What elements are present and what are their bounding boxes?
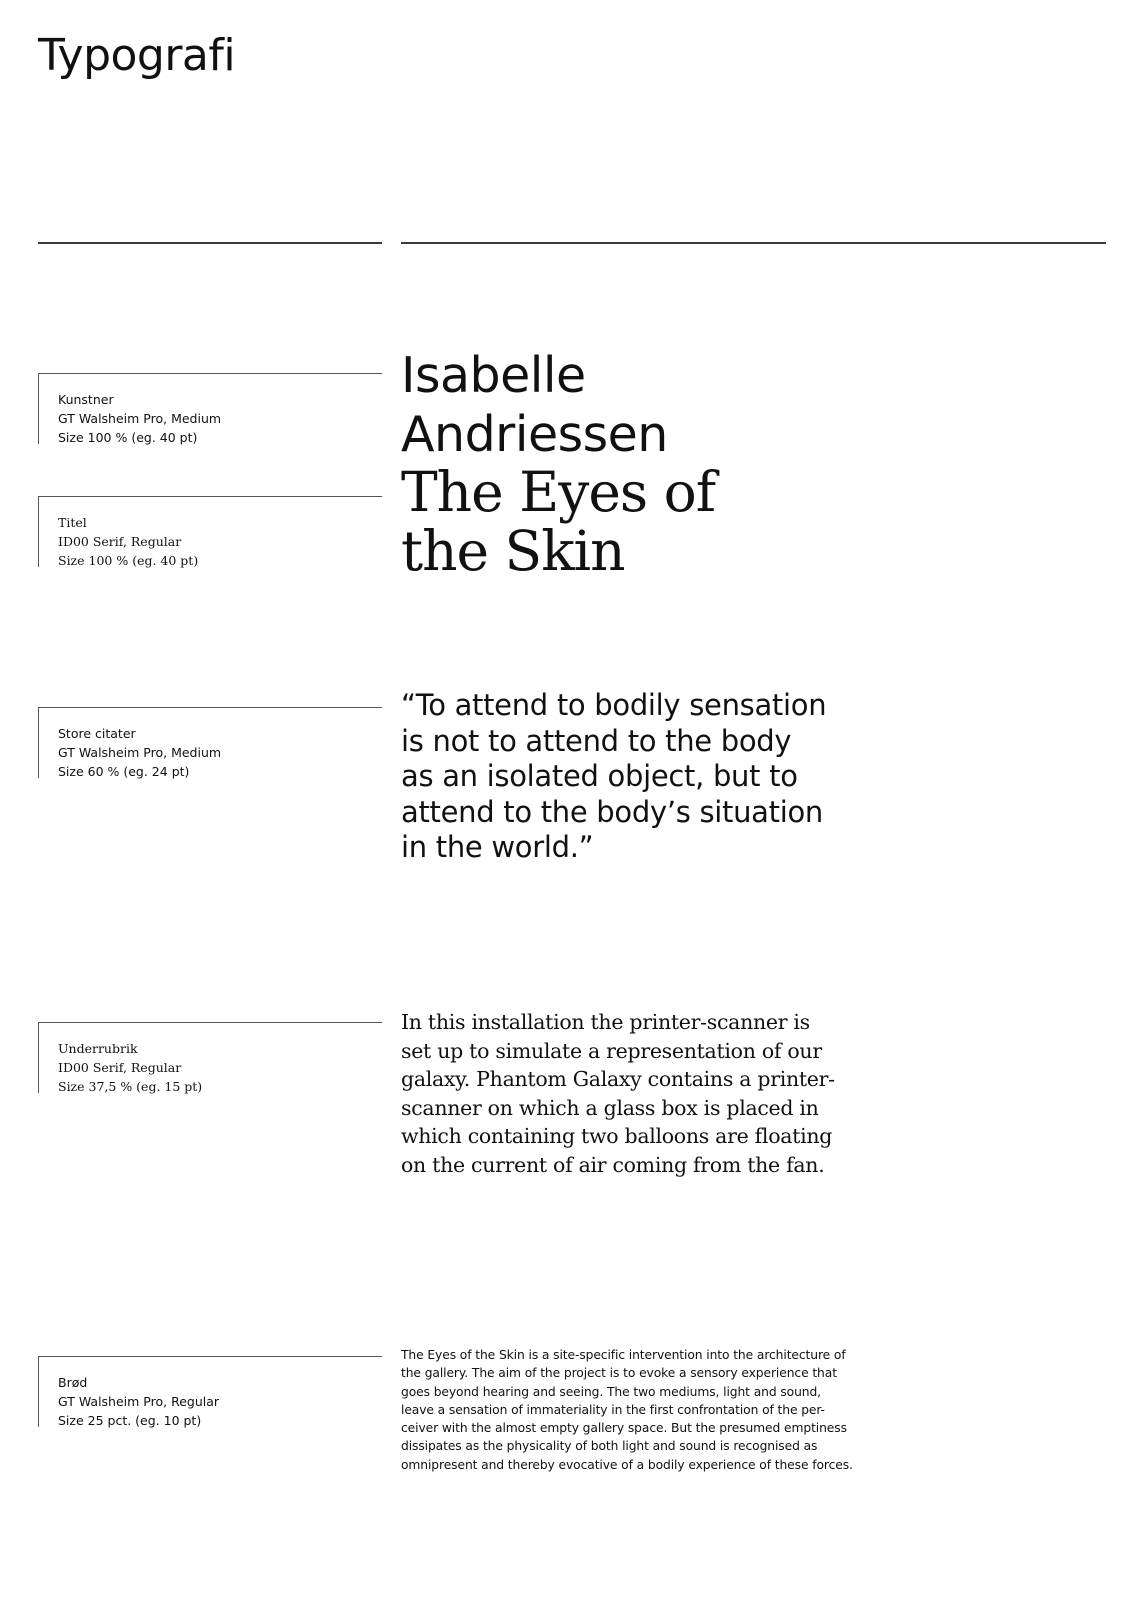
- sample-line: omnipresent and thereby evocative of a bodily experience of these forces.: [401, 1457, 853, 1472]
- spec-size: Size 100 % (eg. 40 pt): [58, 430, 198, 445]
- sample-line: galaxy. Phantom Galaxy contains a printer-: [401, 1067, 835, 1091]
- spec-font: GT Walsheim Pro, Medium: [58, 411, 222, 426]
- spec-label: Brød: [58, 1375, 88, 1390]
- sample-line: scanner on which a glass box is placed in: [401, 1095, 819, 1120]
- spec-bracket: [38, 708, 39, 778]
- spec-label: Underrubrik: [58, 1041, 138, 1056]
- sample-subheading: [401, 1008, 835, 1179]
- sample-line: Isabelle: [401, 347, 586, 404]
- spec-body: [38, 1356, 382, 1430]
- spec-font: ID00 Serif, Regular: [58, 534, 182, 549]
- sample-pull-quote: [401, 688, 871, 866]
- spec-font: GT Walsheim Pro, Regular: [58, 1394, 220, 1409]
- sample-line: on the current of air coming from the fan.: [401, 1152, 825, 1177]
- sample-line: The Eyes of: [401, 460, 716, 524]
- spec-subhead: [38, 1022, 382, 1096]
- sample-line: set up to simulate a representation of our: [401, 1038, 822, 1063]
- sample-line: ceiver with the almost empty gallery space. But the presumed emptiness: [401, 1421, 847, 1436]
- spec-label: Kunstner: [58, 392, 114, 407]
- top-rule-left: [38, 242, 382, 244]
- sample-line: attend to the body’s situation: [401, 794, 824, 829]
- spec-artist: [38, 373, 382, 447]
- spec-size: Size 25 pct. (eg. 10 pt): [58, 1413, 202, 1428]
- sample-line: goes beyond hearing and seeing. The two mediums, light and sound,: [401, 1384, 821, 1399]
- spec-label: Titel: [58, 515, 87, 530]
- sample-body-text: [401, 1346, 856, 1474]
- sample-line: the Skin: [401, 519, 625, 583]
- spec-size: Size 100 % (eg. 40 pt): [58, 553, 199, 568]
- sample-line: Andriessen: [401, 406, 668, 463]
- sample-line: dissipates as the physicality of both light and sound is recognised as: [401, 1439, 818, 1454]
- sample-line: as an isolated object, but to: [401, 759, 798, 793]
- spec-label: Store citater: [58, 726, 136, 741]
- sample-artist-name: [401, 346, 668, 464]
- sample-line: In this installation the printer-scanner is: [401, 1010, 810, 1034]
- sample-line: The Eyes of the Skin is a site-specific intervention into the architecture of: [401, 1348, 846, 1362]
- sample-line: leave a sensation of immateriality in the first confrontation of the per-: [401, 1402, 825, 1417]
- spec-font: ID00 Serif, Regular: [58, 1060, 182, 1075]
- sample-line: the gallery. The aim of the project is to evoke a sensory experience that: [401, 1366, 837, 1381]
- spec-title: [38, 496, 382, 570]
- sample-line: “To attend to bodily sensation: [401, 688, 827, 722]
- spec-bracket: [38, 374, 39, 444]
- sample-line: which containing two balloons are floating: [401, 1124, 833, 1148]
- sample-line: is not to attend to the body: [401, 723, 792, 758]
- top-rule-right: [401, 242, 1106, 244]
- spec-size: Size 60 % (eg. 24 pt): [58, 764, 190, 779]
- page-title: Typografi: [38, 30, 236, 81]
- spec-bracket: [38, 1357, 39, 1427]
- spec-size: Size 37,5 % (eg. 15 pt): [58, 1079, 203, 1094]
- spec-quote: [38, 707, 382, 781]
- sample-work-title: [401, 460, 716, 583]
- spec-bracket: [38, 1023, 39, 1093]
- spec-bracket: [38, 497, 39, 567]
- spec-font: GT Walsheim Pro, Medium: [58, 745, 222, 760]
- sample-line: in the world.”: [401, 830, 594, 864]
